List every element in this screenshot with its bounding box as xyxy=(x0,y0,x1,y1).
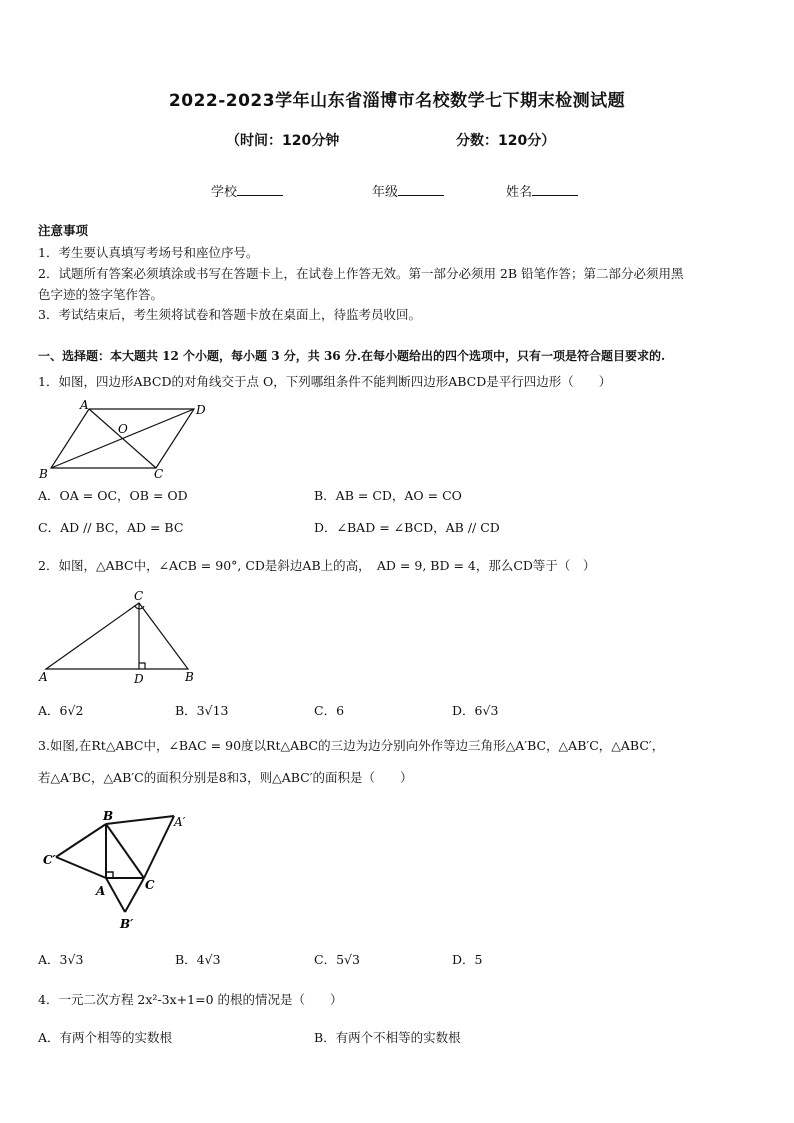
vertex-label: A xyxy=(96,884,106,898)
q2-option-b[interactable]: B．3√13 xyxy=(175,703,229,718)
name-field[interactable]: 姓名 xyxy=(506,181,578,200)
vertex-label: B xyxy=(39,467,48,480)
right-triangle-figure xyxy=(34,587,204,687)
q1-option-a[interactable]: A．OA = OC，OB = OD xyxy=(38,488,188,503)
vertex-label: A′ xyxy=(174,815,186,829)
q3-option-b[interactable]: B．4√3 xyxy=(175,952,221,967)
vertex-label: D xyxy=(134,672,144,686)
exam-time: （时间：120分钟 xyxy=(226,133,340,149)
vertex-label: B xyxy=(185,670,194,684)
school-field[interactable]: 学校 xyxy=(211,181,283,200)
vertex-label: D xyxy=(196,403,206,417)
q4-option-a[interactable]: A．有两个相等的实数根 xyxy=(38,1030,173,1045)
q2-option-a[interactable]: A．6√2 xyxy=(38,703,84,718)
q3-option-d[interactable]: D．5 xyxy=(452,952,483,967)
vertex-label: B xyxy=(103,809,114,823)
q3-option-a[interactable]: A．3√3 xyxy=(38,952,84,967)
vertex-label: B′ xyxy=(120,917,134,931)
vertex-label: C xyxy=(134,589,144,603)
parallelogram-figure xyxy=(36,398,216,480)
vertex-label: C xyxy=(154,467,164,480)
page-title: 2022-2023学年山东省淄博市名校数学七下期末检测试题 xyxy=(168,91,626,111)
question-2-stem: 2．如图，△ABC中，∠ACB = 90°, CD是斜边AB上的高， AD = 9, BD = 4，那么CD等于（ ） xyxy=(38,558,596,573)
note-item: 1．考生要认真填写考场号和座位序号。 xyxy=(38,245,259,260)
equilateral-triangles-figure xyxy=(40,802,210,937)
question-3-stem-cont: 若△A′BC，△AB′C的面积分别是8和3，则△ABC′的面积是（ ） xyxy=(38,770,413,785)
q4-option-b[interactable]: B．有两个不相等的实数根 xyxy=(314,1030,461,1045)
grade-field[interactable]: 年级 xyxy=(372,181,444,200)
question-1-stem: 1．如图，四边形ABCD的对角线交于点 O，下列哪组条件不能判断四边形ABCD是平行四边形（ ） xyxy=(38,374,612,389)
vertex-label: C xyxy=(145,878,155,892)
notes-heading: 注意事项 xyxy=(38,223,89,238)
vertex-label: C′ xyxy=(43,853,56,867)
question-3-stem: 3.如图,在Rt△ABC中，∠BAC = 90度以Rt△ABC的三边为边分别向外作等边三角形△A′BC，△AB′C，△ABC′， xyxy=(38,738,665,753)
exam-score: 分数：120分） xyxy=(456,133,556,149)
q2-option-c[interactable]: C．6 xyxy=(314,703,345,718)
q1-option-b[interactable]: B．AB = CD，AO = CO xyxy=(314,488,462,503)
note-item: 色字迹的签字笔作答。 xyxy=(38,287,164,302)
note-item: 3．考试结束后，考生须将试卷和答题卡放在桌面上，待监考员收回。 xyxy=(38,307,421,322)
q3-option-c[interactable]: C．5√3 xyxy=(314,952,360,967)
vertex-label: A xyxy=(80,398,89,412)
vertex-label: A xyxy=(39,670,48,684)
vertex-label: O xyxy=(118,422,128,436)
section-heading: 一、选择题：本大题共 12 个小题，每小题 3 分，共 36 分.在每小题给出的四个选项中，只有一项是符合题目要求的. xyxy=(38,349,666,363)
q1-option-c[interactable]: C．AD // BC，AD = BC xyxy=(38,520,184,535)
q2-option-d[interactable]: D．6√3 xyxy=(452,703,499,718)
question-4-stem: 4．一元二次方程 2x²-3x+1=0 的根的情况是（ ） xyxy=(38,992,343,1007)
note-item: 2．试题所有答案必须填涂或书写在答题卡上，在试卷上作答无效。第一部分必须用 2B 铅笔作答；第二部分必须用黑 xyxy=(38,266,684,281)
q1-option-d[interactable]: D．∠BAD = ∠BCD，AB // CD xyxy=(314,520,500,535)
